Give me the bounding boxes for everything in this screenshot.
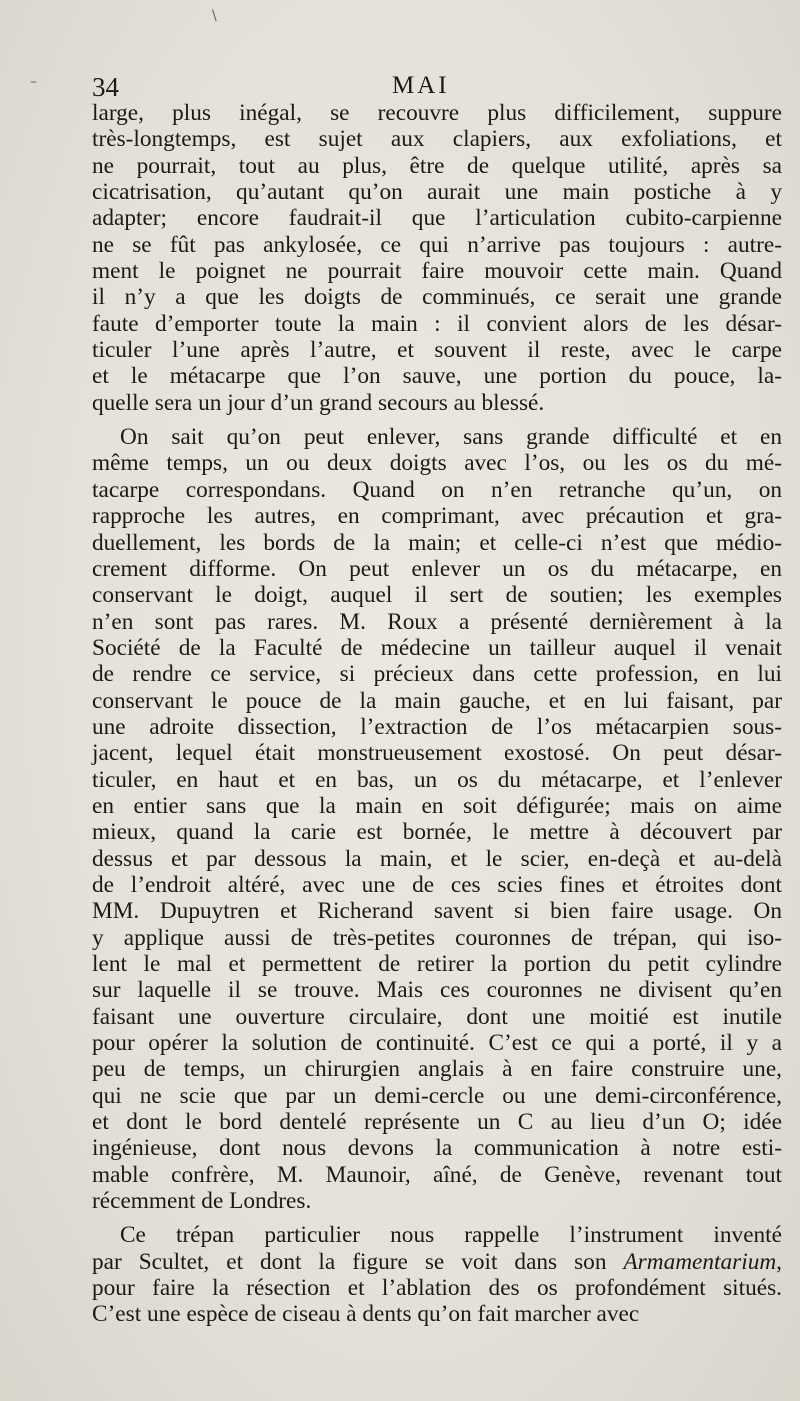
page-number: 34 [92,72,119,102]
text-line: qui ne scie que par un demi-cercle ou une demi-circonférence, [92,1082,782,1109]
text-line: tacarpe correspondans. Quand on n’en retranche qu’un, on [92,476,782,503]
text-line: mieux, quand la carie est bornée, le mettre à découvert par [92,819,782,846]
text-line: en entier sans que la main en soit défigurée; mais on aime [92,792,782,819]
text-line: rapproche les autres, en comprimant, avec précaution et gra- [92,503,782,530]
text-line: et dont le bord dentelé représente un C au lieu d’un O; idée [92,1109,782,1136]
text-line: large, plus inégal, se recouvre plus difficilement, suppure [92,100,782,126]
text-line: MM. Dupuytren et Richerand savent si bien faire usage. On [92,898,782,925]
text-line: ingénieuse, dont nous devons la communication à notre esti- [92,1135,782,1162]
text-line: crement difforme. On peut enlever un os du métacarpe, en [92,555,782,582]
text-line: sur laquelle il se trouve. Mais ces couronnes ne divisent qu’en [92,977,782,1004]
text-line: de l’endroit altéré, avec une de ces scies fines et étroites dont [92,871,782,898]
text-line: C’est une espèce de ciseau à dents qu’on fait marcher avec [92,1301,640,1328]
text-line: faute d’emporter toute la main : il convient alors de les désar- [92,310,782,337]
text-line: par Scultet, et dont la figure se voit dans son Armamentarium, [92,1248,782,1275]
text-line: adapter; encore faudrait-il que l’articulation cubito-carpienne [92,205,782,232]
text-line: quelle sera un jour d’un grand secours au blessé. [92,389,545,416]
margin-mark: – [30,74,37,90]
text-line: ticuler, en haut et en bas, un os du métacarpe, et l’enlever [92,766,782,793]
text-line: il n’y a que les doigts de comminués, ce serait une grande [92,284,782,311]
text-line: même temps, un ou deux doigts avec l’os, ou les os du mé- [92,450,782,477]
text-line: faisant une ouverture circulaire, dont une moitié est inutile [92,1003,782,1030]
text-line: et le métacarpe que l’on sauve, une portion du pouce, la- [92,363,782,390]
text-line: ticuler l’une après l’autre, et souvent il reste, avec le carpe [92,337,782,364]
paragraph [92,1222,782,1327]
text-line: ne pourrait, tout au plus, être de quelque utilité, après sa [92,152,782,179]
book-title-italic: Armamentarium [623,1248,777,1275]
margin-mark: \ [212,8,217,24]
text-line: pour opérer la solution de continuité. C’est ce qui a porté, il y a [92,1030,782,1057]
paragraph [92,100,782,416]
text-line: mable confrère, M. Maunoir, aîné, de Genève, revenant tout [92,1161,782,1188]
text-line: de rendre ce service, si précieux dans cette profession, en lui [92,661,782,688]
paragraph-gap [92,1214,782,1222]
text-line: dessus et par dessous la main, et le scier, en-deçà et au-delà [92,845,782,872]
text-line: cicatrisation, qu’autant qu’on aurait une main postiche à y [92,179,782,206]
running-head: MAI [392,72,450,99]
text-line: ment le poignet ne pourrait faire mouvoir cette main. Quand [92,258,782,285]
text-line: On sait qu’on peut enlever, sans grande difficulté et en [120,424,782,451]
text-line: pour faire la résection et l’ablation des os profondément situés. [92,1275,782,1302]
body-text [92,100,782,1328]
text-line: Société de la Faculté de médecine un tailleur auquel il venait [92,634,782,661]
paragraph [92,424,782,1214]
paragraph-gap [92,416,782,424]
text-line: n’en sont pas rares. M. Roux a présenté dernièrement à la [92,608,782,635]
text-line: ne se fût pas ankylosée, ce qui n’arrive pas toujours : autre- [92,231,782,258]
text-line: y applique aussi de très-petites couronnes de trépan, qui iso- [92,924,782,951]
text-line: récemment de Londres. [92,1188,312,1215]
text-line: lent le mal et permettent de retirer la portion du petit cylindre [92,951,782,977]
text-line: conservant le doigt, auquel il sert de soutien; les exemples [92,582,782,609]
text-line: duellement, les bords de la main; et celle-ci n’est que médio- [92,529,782,556]
text-line: Ce trépan particulier nous rappelle l’instrument inventé [120,1222,782,1249]
text-line: une adroite dissection, l’extraction de l’os métacarpien sous- [92,713,782,740]
text-line: conservant le pouce de la main gauche, et en lui faisant, par [92,687,782,714]
text-line: peu de temps, un chirurgien anglais à en faire construire une, [92,1056,782,1083]
text-line: très-longtemps, est sujet aux clapiers, aux exfoliations, et [92,126,782,153]
text-line: jacent, lequel était monstrueusement exostosé. On peut désar- [92,740,782,767]
